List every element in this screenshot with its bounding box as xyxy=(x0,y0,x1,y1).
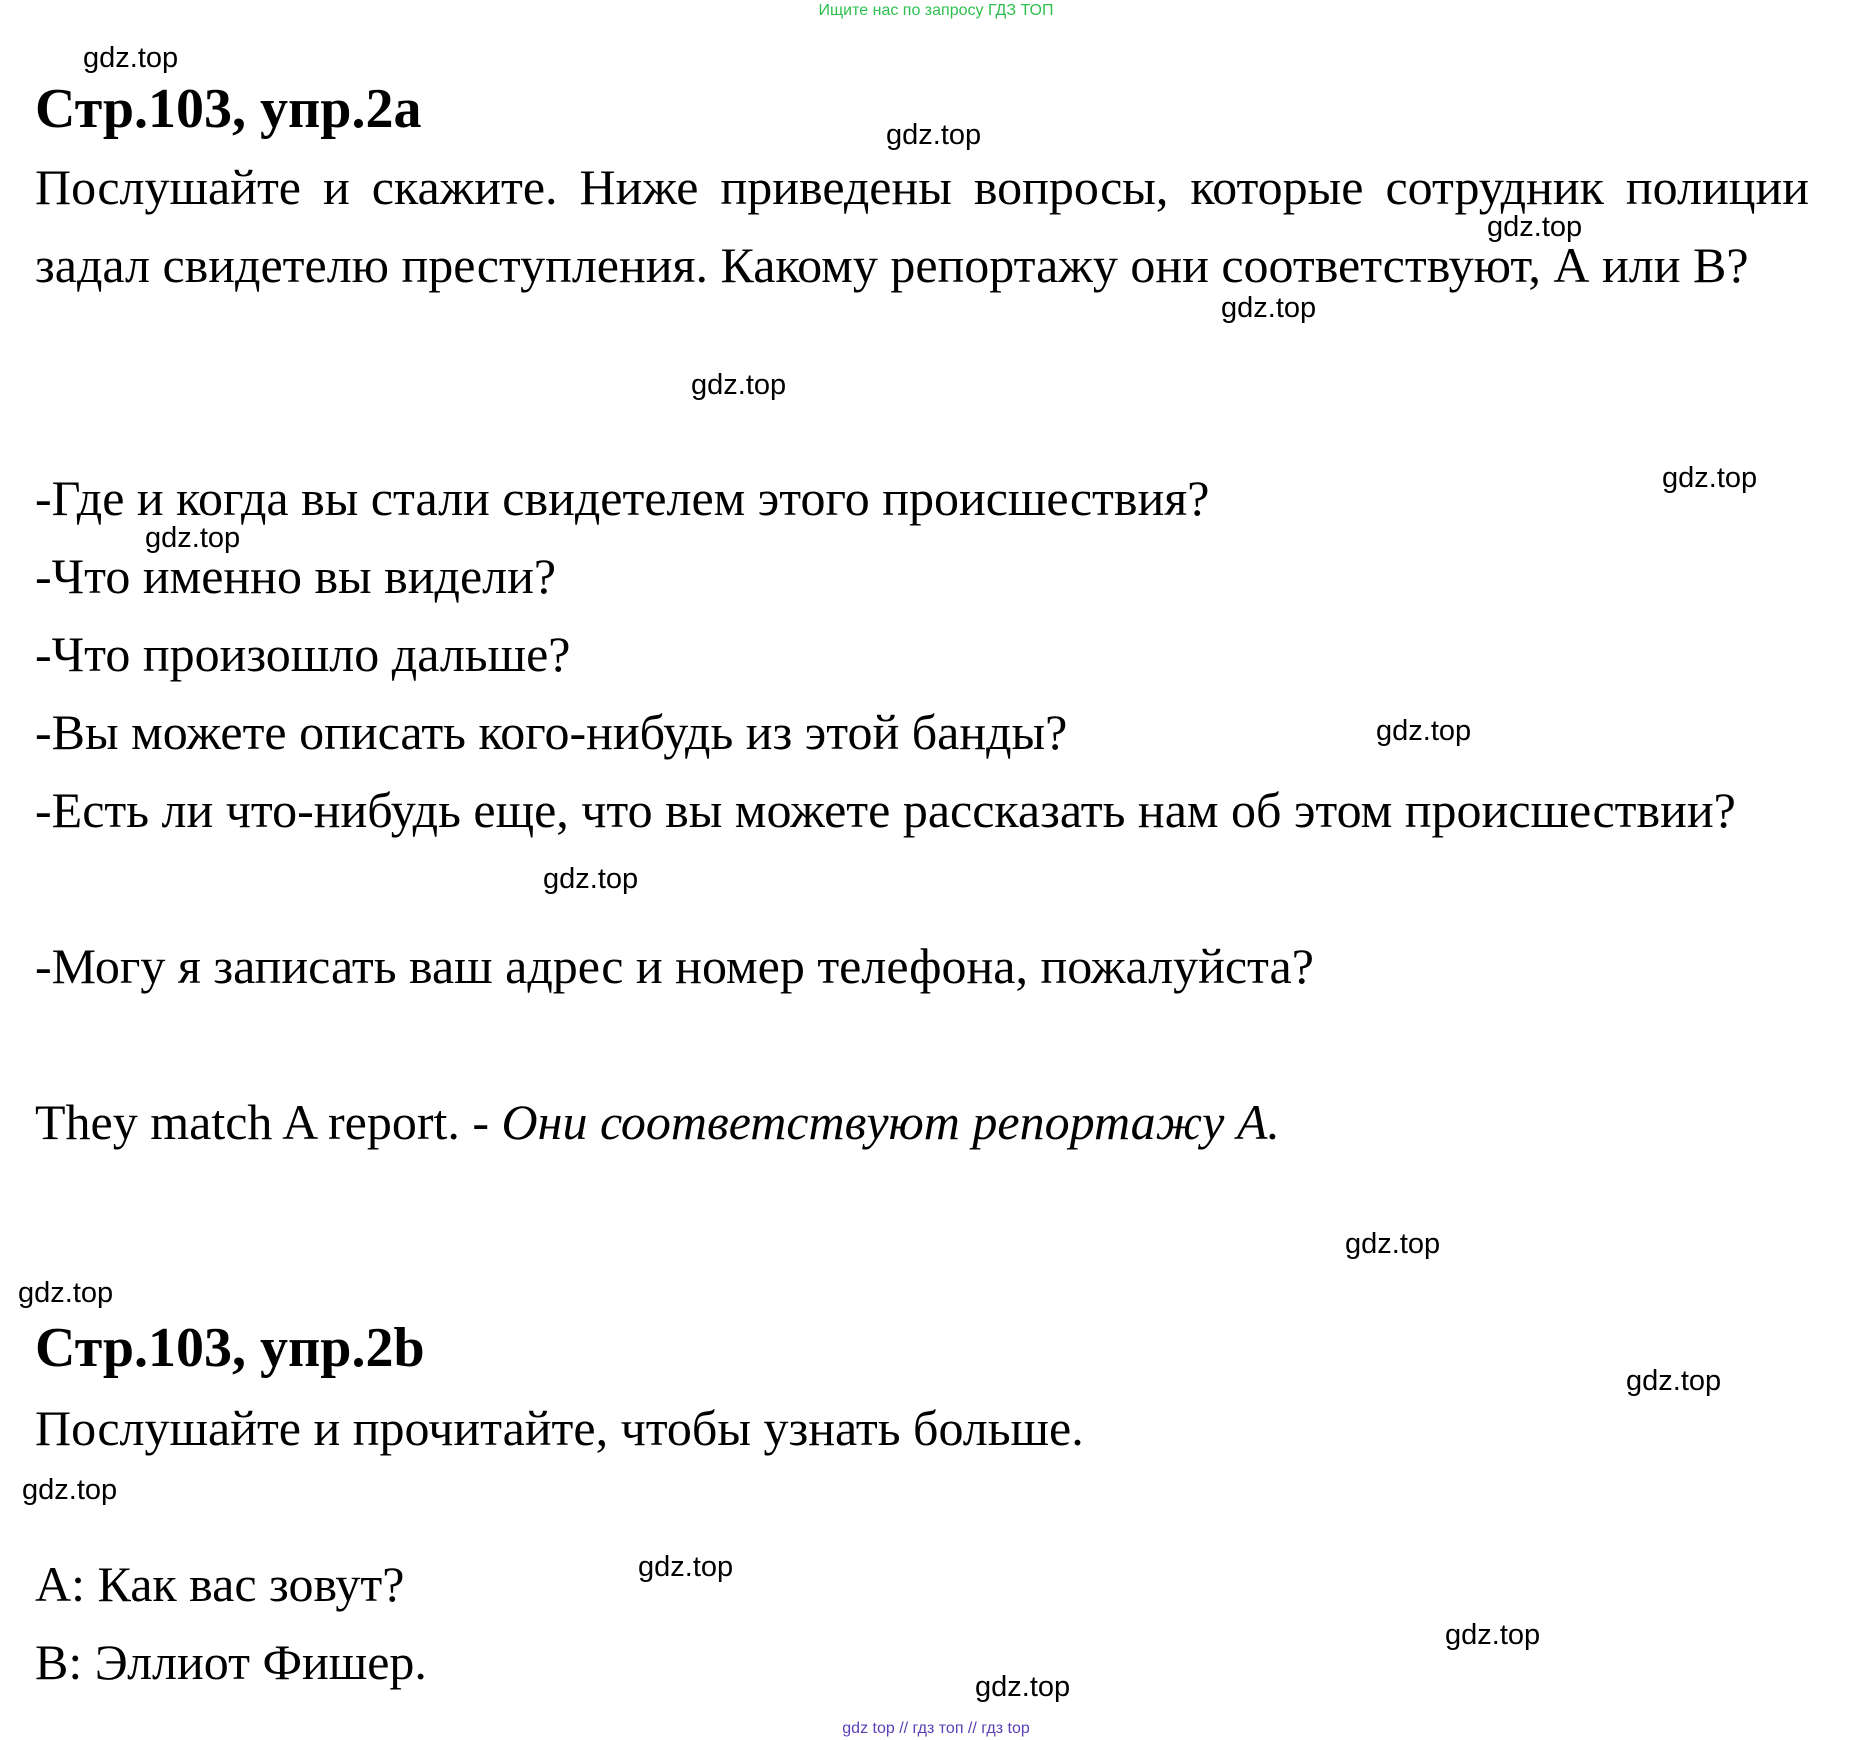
section-a-heading: Стр.103, упр.2a xyxy=(35,78,422,140)
question-6: -Могу я записать ваш адрес и номер телефона, пожалуйста? xyxy=(35,938,1314,994)
watermark: gdz.top xyxy=(1626,1365,1722,1397)
watermark: gdz.top xyxy=(543,863,639,895)
watermark: gdz.top xyxy=(1487,211,1583,243)
question-4: -Вы можете описать кого-нибудь из этой банды? xyxy=(35,704,1068,760)
watermark: gdz.top xyxy=(975,1671,1071,1703)
watermark: gdz.top xyxy=(886,119,982,151)
bottom-banner: gdz top // гдз топ // гдз top xyxy=(842,1720,1030,1737)
watermark: gdz.top xyxy=(1445,1619,1541,1651)
watermark: gdz.top xyxy=(1345,1228,1441,1260)
section-b-heading: Стр.103, упр.2b xyxy=(35,1317,425,1379)
section-a-intro: Послушайте и скажите. Ниже приведены вопросы, которые сотрудник полиции задал свидетелю преступления. Какому репортажу они соответствуют, А или В? xyxy=(35,159,1809,293)
answer-russian: Они соответствуют репортажу А. xyxy=(501,1094,1280,1150)
question-3: -Что произошло дальше? xyxy=(35,626,571,682)
answer-english: They match A report. - xyxy=(35,1094,502,1150)
watermark: gdz.top xyxy=(1221,292,1317,324)
watermark: gdz.top xyxy=(145,522,241,554)
watermark: gdz.top xyxy=(691,369,787,401)
watermark: gdz.top xyxy=(638,1551,734,1583)
watermark: gdz.top xyxy=(22,1474,118,1506)
dialogue-line-b: В: Эллиот Фишер. xyxy=(35,1634,427,1690)
dialogue-line-a: А: Как вас зовут? xyxy=(35,1556,405,1612)
question-1: -Где и когда вы стали свидетелем этого происшествия? xyxy=(35,470,1210,526)
top-banner: Ищите нас по запросу ГДЗ ТОП xyxy=(818,2,1054,19)
question-5: -Есть ли что-нибудь еще, что вы можете рассказать нам об этом происшествии? xyxy=(35,782,1736,838)
watermark: gdz.top xyxy=(1662,462,1758,494)
question-2: -Что именно вы видели? xyxy=(35,548,557,604)
section-b-intro: Послушайте и прочитайте, чтобы узнать больше. xyxy=(35,1400,1084,1456)
answer-line xyxy=(35,1090,1280,1154)
watermark: gdz.top xyxy=(83,42,179,74)
watermark: gdz.top xyxy=(18,1277,114,1309)
watermark: gdz.top xyxy=(1376,715,1472,747)
